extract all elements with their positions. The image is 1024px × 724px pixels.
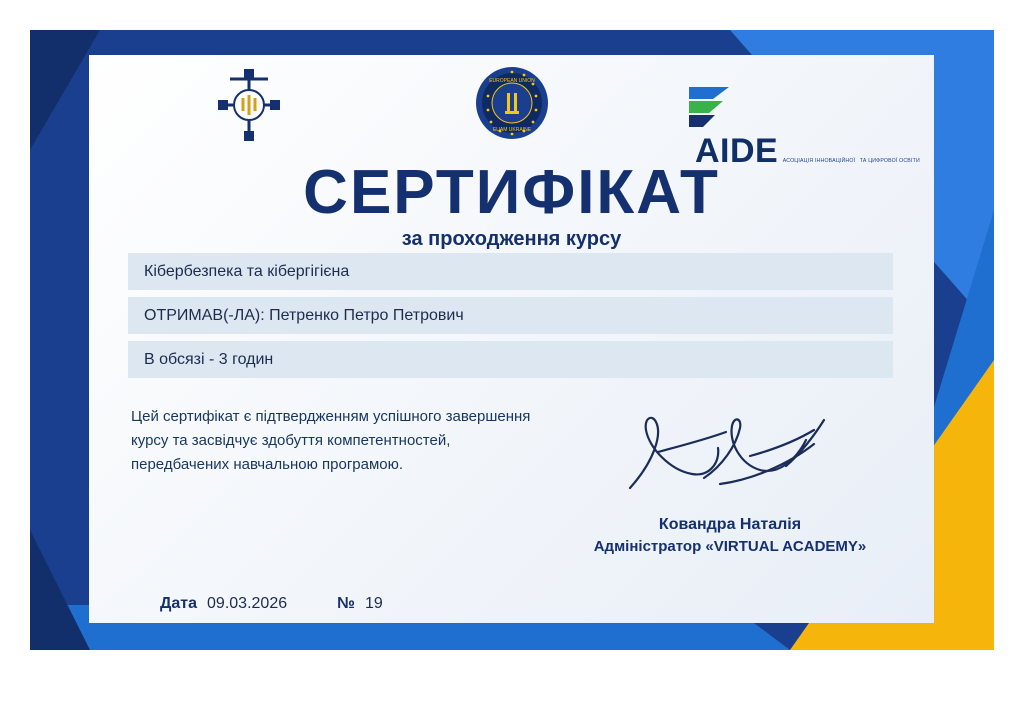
number-value: 19 [364,595,383,612]
aide-mark-icon [689,83,747,134]
ukraine-security-service-emblem-icon [214,65,284,150]
date-label: Дата [160,595,198,612]
certificate-subtitle: за проходження курсу [401,228,622,250]
logo-row [89,65,934,170]
signature-block [560,400,900,558]
volume-band: В обсязі - 3 годин [128,341,893,378]
certificate-title: СЕРТИФІКАТ [303,158,720,227]
eu-logo-top-text: EUROPEAN UNION [489,78,535,84]
aide-subtitle-line1: АСОЦІАЦІЯ ІННОВАЦІЙНОЇ [782,158,856,164]
certificate-footer [160,595,383,613]
date-value: 09.03.2026 [207,595,288,612]
course-name-band: Кібербезпека та кібергігієна [128,253,893,290]
signatory-name: Ковандра Наталія [658,516,802,533]
recipient-band: ОТРИМАВ(-ЛА): Петренко Петро Петрович [128,297,893,334]
certificate-details [128,253,893,385]
aide-subtitle-line2: ТА ЦИФРОВОЇ ОСВІТИ [859,158,920,164]
handwritten-signature-icon [560,400,900,510]
european-union-advisory-mission-logo-icon [474,65,550,146]
aide-title: AIDE [695,132,779,170]
signatory-role: Адміністратор «VIRTUAL ACADEMY» [593,538,867,555]
aide-logo [689,83,934,168]
eu-logo-bottom-text: EUAM UKRAINE [492,127,532,133]
certificate-body-text: Цей сертифікат є підтвердженням успішного завершення курсу та засвідчує здобуття компетентностей, передбачених навчальною програмою. [131,408,531,473]
number-label: № [337,595,355,612]
